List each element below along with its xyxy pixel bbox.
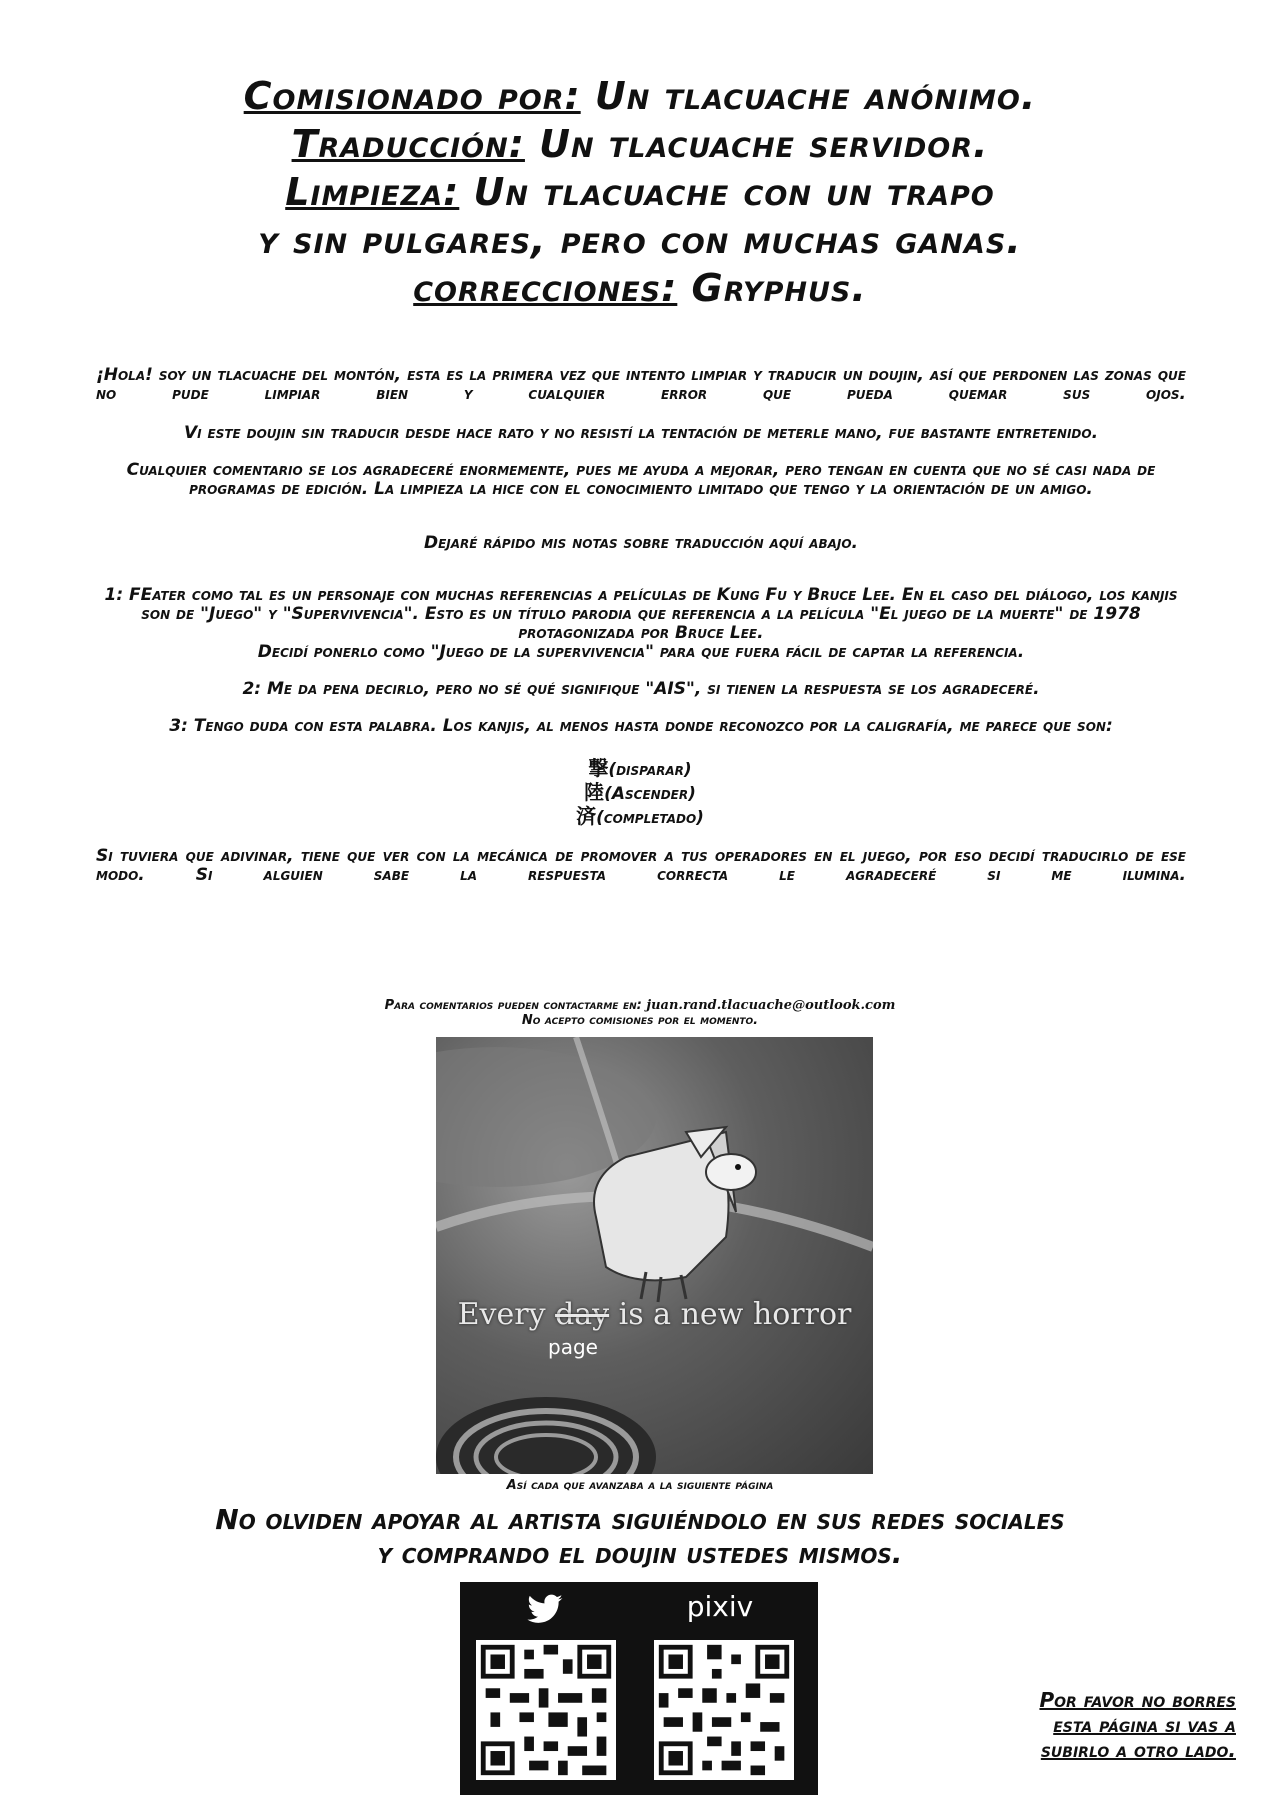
disclaimer-line-1: Por favor no borres <box>1039 1688 1236 1712</box>
note-1: 1: FEater como tal es un personaje con muchas referencias a películas de Kung Fu y Bruce Lee. En el caso del diálogo, los kanjis son de "Juego" y "Supervivencia". Esto es un título parodia que referencia a la película "El juego de la muerte" de 1978 protagonizada por Bruce Lee. <box>104 585 1178 643</box>
contact-line: Para comentarios pueden contactarme en: juan.rand.tlacuache@outlook.com <box>384 998 896 1013</box>
kanji-item-3: 済(completado) <box>576 804 704 828</box>
contact-block <box>0 998 1280 1028</box>
pixiv-qr-code[interactable] <box>654 1640 794 1780</box>
note-3: 3: Tengo duda con esta palabra. Los kanjis, al menos hasta donde reconozco por la caligrafía, me parece que son: <box>169 716 1113 736</box>
pixiv-label: pixiv <box>686 1590 754 1623</box>
contact-email: juan.rand.tlacuache@outlook.com <box>646 998 896 1013</box>
kanji-item-1: 撃(disparar) <box>588 756 692 780</box>
credit-cleaning-cont: y sin pulgares, pero con muchas ganas. <box>258 218 1022 262</box>
note-4: Si tuviera que adivinar, tiene que ver con la mecánica de promover a tus operadores en el juego, por eso decidí traducirlo de ese modo. Si alguien sabe la respuesta correcta le agradeceré si me ilumina. <box>96 846 1186 885</box>
twitter-qr-code[interactable] <box>476 1640 616 1780</box>
intro-paragraph-3: Cualquier comentario se los agradeceré enormemente, pues me ayuda a mejorar, pero tengan en cuenta que no sé casi nada de programas de edición. La limpieza la hice con el conocimiento limitado que tengo y la orientación de un amigo. <box>126 460 1156 499</box>
twitter-label <box>470 1594 620 1633</box>
disclaimer <box>996 1688 1236 1763</box>
support-message <box>0 1503 1280 1571</box>
meme-image <box>436 1037 873 1474</box>
intro-paragraph-2: Vi este doujin sin traducir desde hace rato y no resistí la tentación de meterle mano, fue bastante entretenido. <box>183 423 1099 443</box>
disclaimer-line-3: subirlo a otro lado. <box>1040 1738 1236 1762</box>
kanji-item-2: 陸(Ascender) <box>584 780 696 804</box>
credits-block <box>0 72 1280 312</box>
note-1b: Decidí ponerlo como "Juego de la supervivencia" para que fuera fácil de captar la referencia. <box>257 642 1025 662</box>
note-2: 2: Me da pena decirlo, pero no sé qué signifique "AIS", si tienen la respuesta se los agradeceré. <box>242 679 1040 699</box>
photo-caption: Así cada que avanzaba a la siguiente página <box>506 1478 774 1493</box>
support-line-2: y comprando el doujin ustedes mismos. <box>377 1537 903 1570</box>
drain-icon <box>436 1397 656 1474</box>
credit-corrections: correcciones: Gryphus. <box>413 266 867 310</box>
meme-caption: Every day is a new horror <box>457 1297 852 1332</box>
meme-illustration <box>436 1037 873 1474</box>
intro-paragraph-1: ¡Hola! soy un tlacuache del montón, esta es la primera vez que intento limpiar y traducir un doujin, así que perdonen las zonas que no pude limpiar bien y cualquier error que pueda quemar sus ojos. <box>96 365 1186 404</box>
qr-panel <box>460 1582 818 1795</box>
support-line-1: No olviden apoyar al artista siguiéndolo en sus redes sociales <box>215 1503 1065 1536</box>
commissions-note: No acepto comisiones por el momento. <box>521 1013 759 1028</box>
kanji-list <box>0 757 1280 829</box>
disclaimer-line-2: esta página si vas a <box>1053 1713 1236 1737</box>
twitter-bird-icon <box>526 1594 564 1626</box>
credit-cleaning: Limpieza: Un tlacuache con un trapo <box>285 170 995 214</box>
meme-overlay-text: page <box>548 1335 598 1359</box>
credit-commission: Comisionado por: Un tlacuache anónimo. <box>243 74 1037 118</box>
credit-translation: Traducción: Un tlacuache servidor. <box>291 122 989 166</box>
intro-paragraph-4: Dejaré rápido mis notas sobre traducción aquí abajo. <box>423 533 859 553</box>
